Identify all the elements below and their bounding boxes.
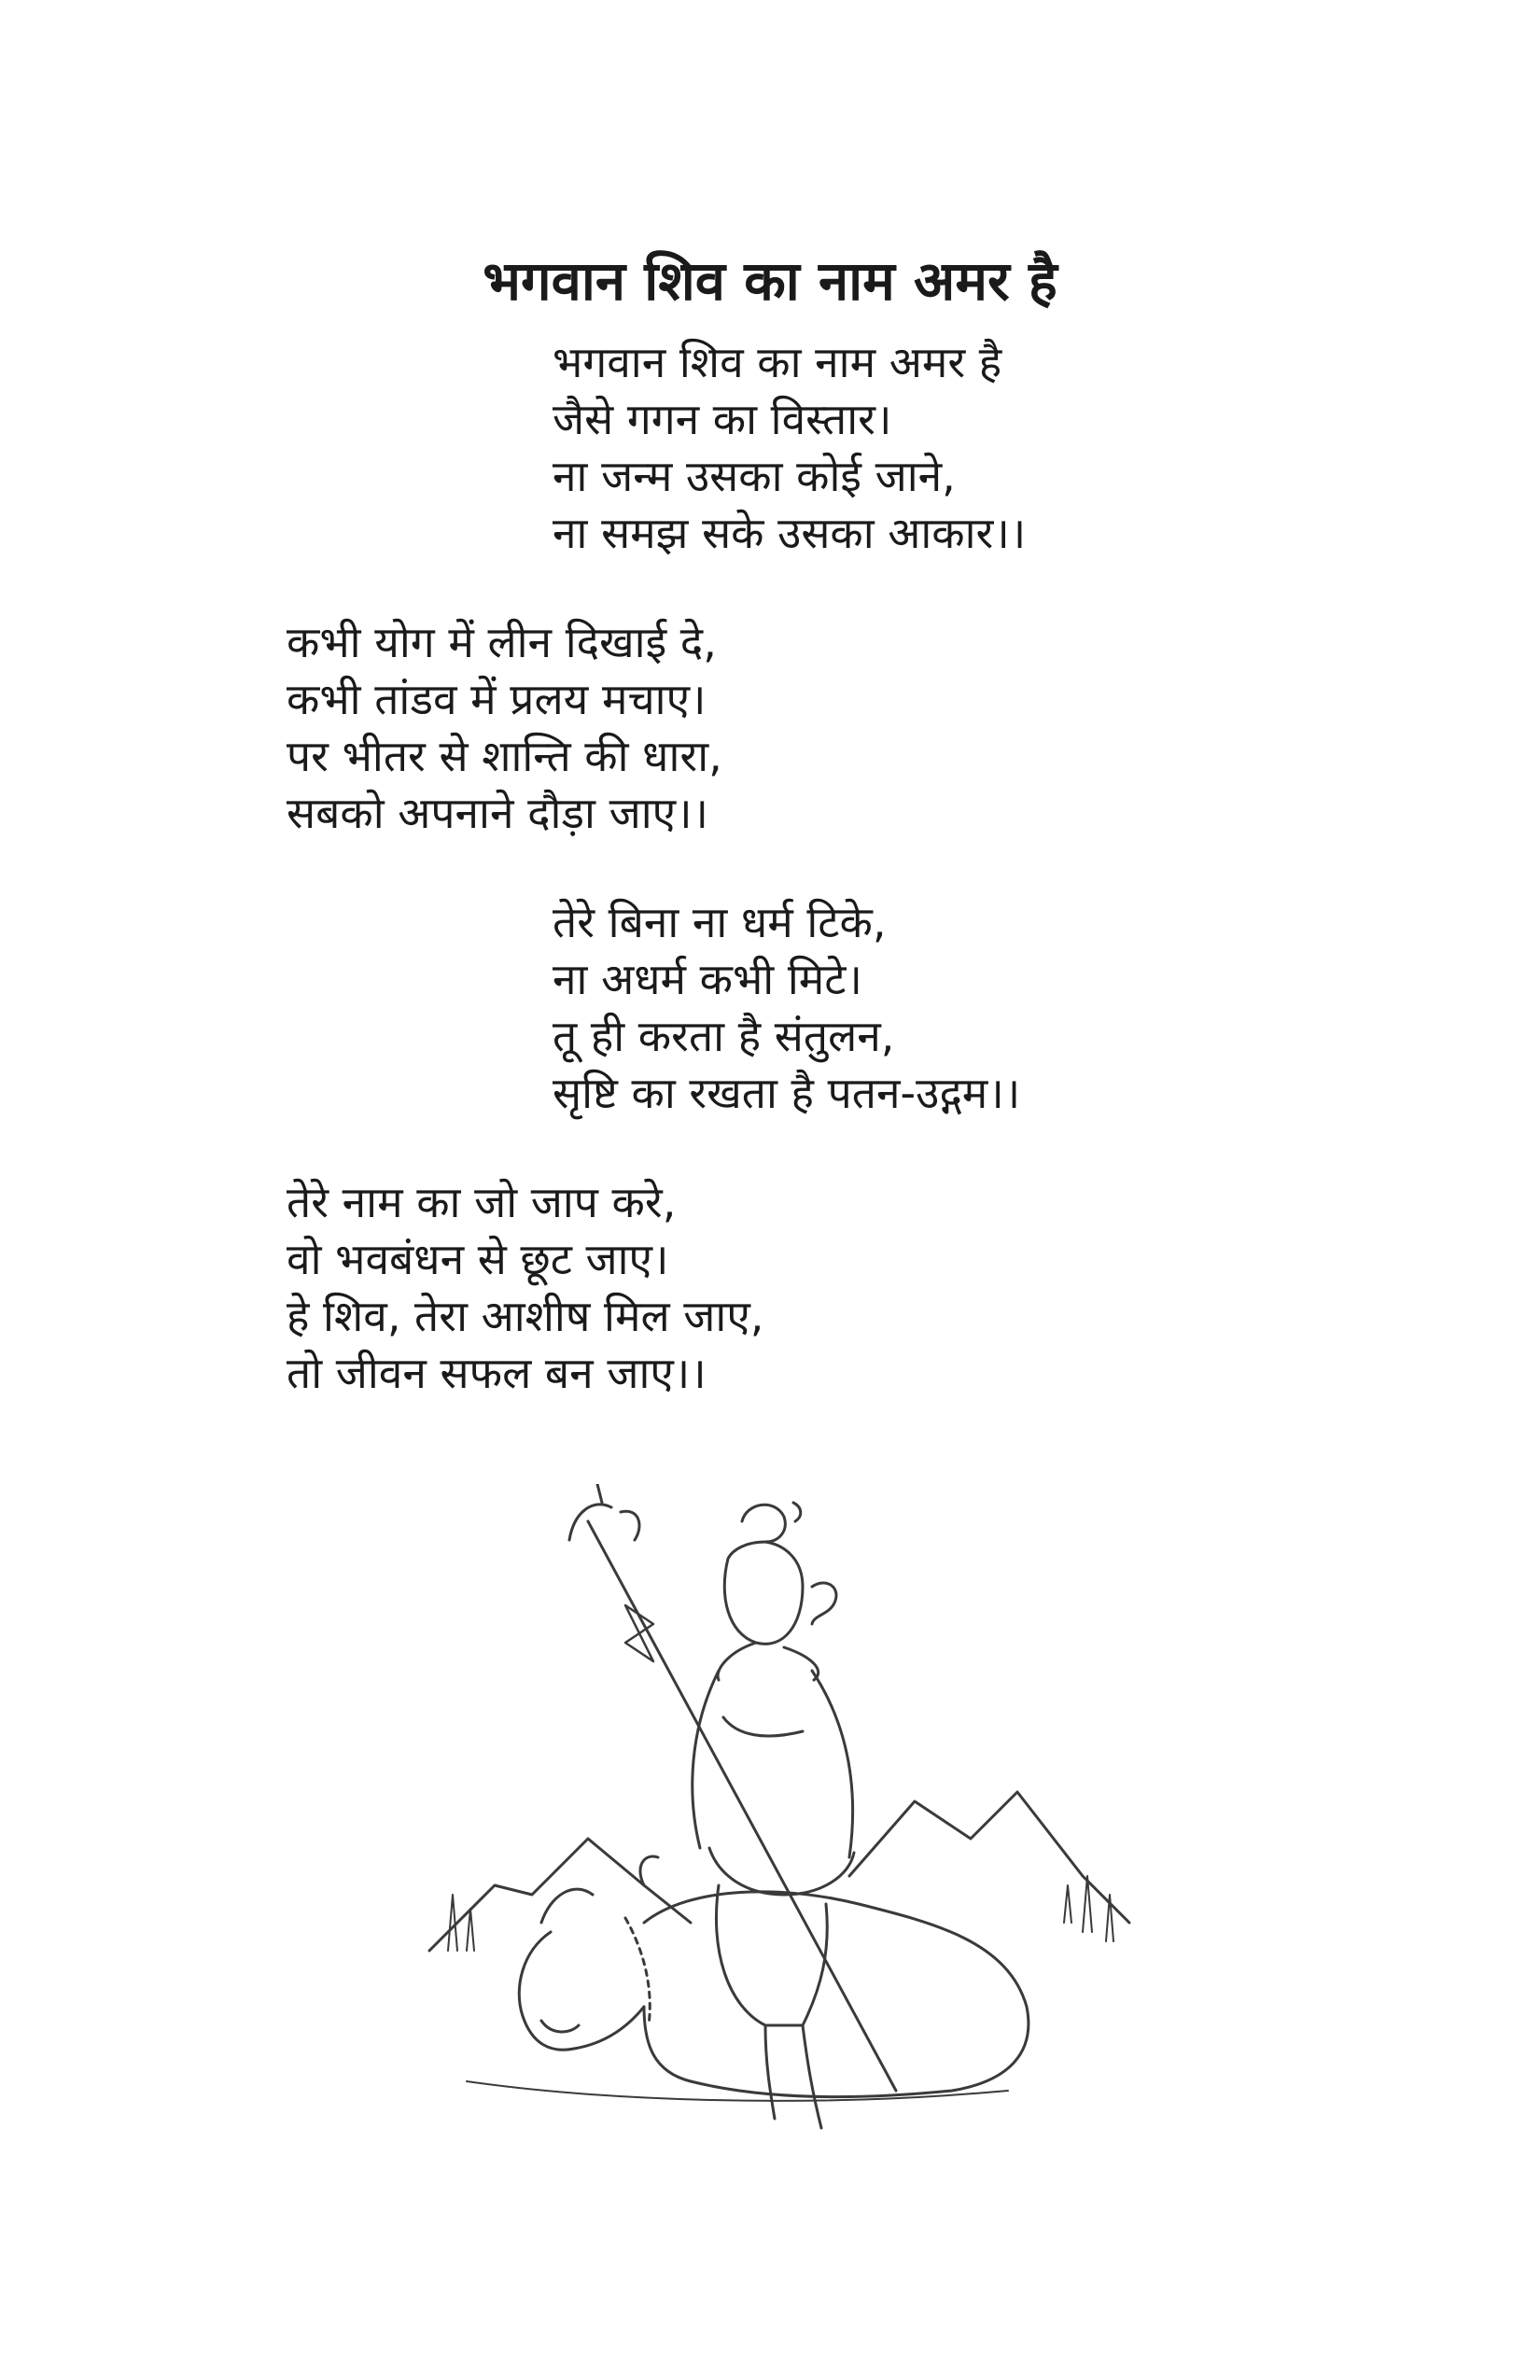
poem-line: ना अधर्म कभी मिटे। xyxy=(553,954,862,1004)
poem-line: ना समझ सके उसका आकार।। xyxy=(553,508,1027,558)
poem-line: तू ही करता है संतुलन, xyxy=(553,1011,895,1061)
poem-line: तो जीवन सफल बन जाए।। xyxy=(287,1348,707,1398)
stanza-2 xyxy=(287,614,722,842)
stanza-1 xyxy=(553,334,1026,562)
poem-line: ना जन्म उसका कोई जाने, xyxy=(553,451,956,501)
poem-line: तेरे बिना ना धर्म टिके, xyxy=(553,897,887,947)
shiva-nandi-illustration xyxy=(411,1484,1139,2203)
poem-line: तेरे नाम का जो जाप करे, xyxy=(287,1177,677,1227)
mountains-sketch xyxy=(429,1792,1129,1951)
bull-neck-garland xyxy=(625,1918,650,2025)
poem-line: कभी तांडव में प्रलय मचाए। xyxy=(287,674,707,724)
poem-line: पर भीतर से शान्ति की धारा, xyxy=(287,731,722,781)
poem-title: भगवान शिव का नाम अमर है xyxy=(483,248,1057,313)
stanza-3 xyxy=(553,894,1020,1122)
hair-bun-sketch xyxy=(742,1503,801,1542)
pine-trees-sketch xyxy=(448,1876,1113,1951)
poem-line: सृष्टि का रखता है पतन-उद्गम।। xyxy=(553,1068,1021,1118)
poem-line: भगवान शिव का नाम अमर है xyxy=(553,337,1002,387)
poem-line: जैसे गगन का विस्तार। xyxy=(553,394,892,444)
stanza-4 xyxy=(287,1174,763,1402)
poem-line: हे शिव, तेरा आशीष मिल जाए, xyxy=(287,1291,764,1341)
poem-line: वो भवबंधन से छूट जाए। xyxy=(287,1234,669,1284)
shiva-figure-sketch xyxy=(693,1542,854,2128)
nandi-bull-sketch xyxy=(519,1856,1029,2097)
poem-line: सबको अपनाने दौड़ा जाए।। xyxy=(287,788,708,838)
trident-sketch xyxy=(569,1484,896,2091)
snake-sketch xyxy=(812,1583,836,1624)
poem-line: कभी योग में लीन दिखाई दे, xyxy=(287,617,717,667)
